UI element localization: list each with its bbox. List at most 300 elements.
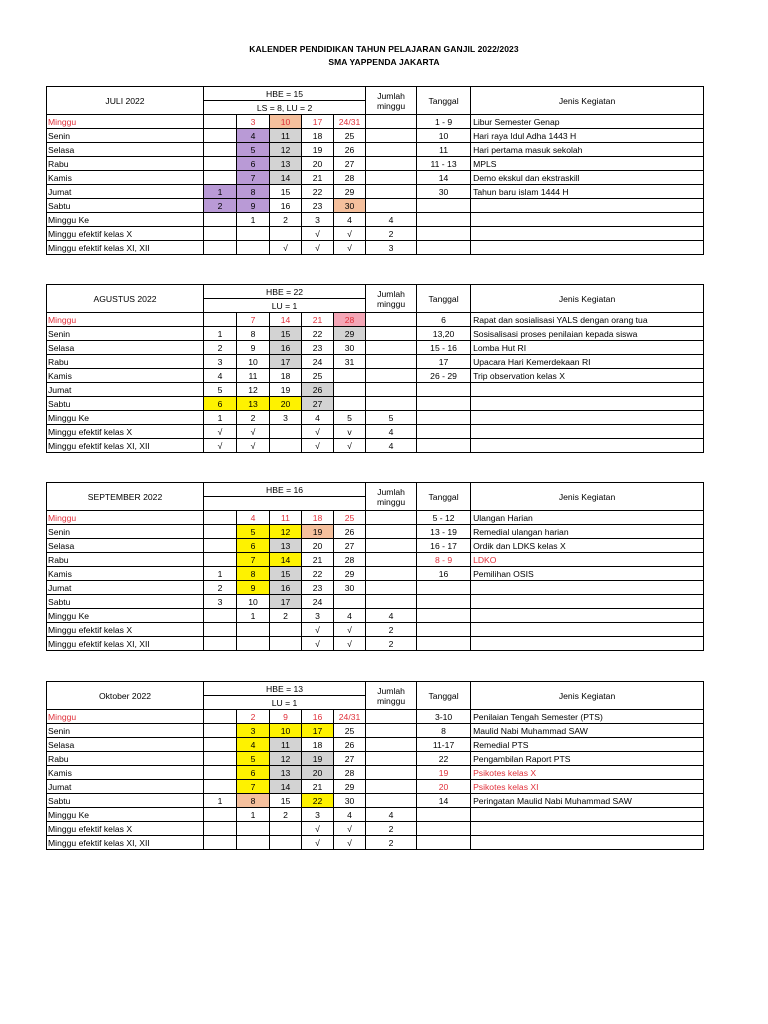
date-cell: 15 (270, 327, 302, 341)
jumlah-cell (366, 369, 417, 383)
month-table-1 (46, 284, 704, 453)
jumlah-minggu-value: 2 (366, 623, 417, 637)
day-name: Rabu (47, 157, 204, 171)
kegiatan-cell (471, 595, 704, 609)
date-cell: 21 (302, 553, 334, 567)
month-table-0 (46, 86, 704, 255)
month-name: AGUSTUS 2022 (47, 285, 204, 313)
kegiatan-cell (471, 199, 704, 213)
week-cell (270, 836, 302, 850)
week-cell (270, 439, 302, 453)
date-cell (204, 780, 237, 794)
week-cell: 3 (302, 609, 334, 623)
jumlah-cell (366, 525, 417, 539)
day-row (47, 738, 704, 752)
day-name: Minggu (47, 115, 204, 129)
day-name: Minggu (47, 511, 204, 525)
month-name: SEPTEMBER 2022 (47, 483, 204, 511)
date-cell: 28 (334, 553, 366, 567)
date-cell: 8 (237, 794, 270, 808)
week-cell: √ (270, 241, 302, 255)
week-cell: 3 (302, 213, 334, 227)
hbe-label: HBE = 13 (204, 682, 366, 696)
day-name: Selasa (47, 341, 204, 355)
day-row (47, 341, 704, 355)
jumlah-minggu-value: 2 (366, 227, 417, 241)
day-name: Kamis (47, 567, 204, 581)
jumlah-cell (366, 171, 417, 185)
date-cell: 17 (302, 724, 334, 738)
kegiatan-cell (471, 241, 704, 255)
date-cell: 5 (237, 752, 270, 766)
date-cell: 6 (237, 157, 270, 171)
date-cell: 18 (302, 738, 334, 752)
tanggal-cell (417, 227, 471, 241)
week-cell: 2 (270, 213, 302, 227)
date-cell: 13 (270, 766, 302, 780)
kegiatan-cell: Upacara Hari Kemerdekaan RI (471, 355, 704, 369)
date-cell: 9 (237, 199, 270, 213)
week-cell: √ (334, 822, 366, 836)
day-name: Minggu (47, 710, 204, 724)
day-name: Kamis (47, 171, 204, 185)
tanggal-cell (417, 836, 471, 850)
hbe-label: HBE = 16 (204, 483, 366, 497)
date-cell: 5 (237, 525, 270, 539)
week-cell: 2 (270, 808, 302, 822)
date-cell: 27 (334, 752, 366, 766)
kegiatan-cell (471, 609, 704, 623)
jumlah-minggu-value: 4 (366, 808, 417, 822)
week-cell: √ (302, 439, 334, 453)
tanggal-header: Tanggal (417, 483, 471, 511)
kegiatan-cell: Remedial PTS (471, 738, 704, 752)
week-cell (204, 227, 237, 241)
date-cell: 24 (302, 595, 334, 609)
libur-summary: LS = 8, LU = 2 (204, 101, 366, 115)
summary-row-minggu-ke (47, 808, 704, 822)
tanggal-cell (417, 623, 471, 637)
week-cell (204, 822, 237, 836)
day-name: Minggu (47, 313, 204, 327)
week-cell: √ (334, 836, 366, 850)
kegiatan-cell: Maulid Nabi Muhammad SAW (471, 724, 704, 738)
kegiatan-cell (471, 425, 704, 439)
week-cell: √ (302, 425, 334, 439)
tanggal-cell (417, 425, 471, 439)
libur-summary: LU = 1 (204, 696, 366, 710)
tanggal-cell (417, 609, 471, 623)
date-cell: 29 (334, 567, 366, 581)
tanggal-cell: 8 (417, 724, 471, 738)
day-row (47, 199, 704, 213)
libur-summary: LU = 1 (204, 299, 366, 313)
jumlah-cell (366, 710, 417, 724)
kegiatan-cell: Ulangan Harian (471, 511, 704, 525)
jumlah-minggu-value: 4 (366, 213, 417, 227)
date-cell: 4 (237, 738, 270, 752)
date-cell: 30 (334, 581, 366, 595)
day-row (47, 327, 704, 341)
kegiatan-cell: Ordik dan LDKS kelas X (471, 539, 704, 553)
date-cell: 2 (204, 341, 237, 355)
week-cell: √ (334, 227, 366, 241)
date-cell: 2 (237, 710, 270, 724)
jumlah-cell (366, 313, 417, 327)
date-cell: 3 (204, 595, 237, 609)
date-cell: 1 (204, 185, 237, 199)
week-cell: 3 (270, 411, 302, 425)
date-cell: 28 (334, 766, 366, 780)
day-row (47, 766, 704, 780)
date-cell: 16 (270, 581, 302, 595)
jumlah-cell (366, 794, 417, 808)
jumlah-minggu-value: 3 (366, 241, 417, 255)
date-cell: 11 (270, 511, 302, 525)
date-cell (204, 143, 237, 157)
week-cell: √ (237, 425, 270, 439)
week-cell (204, 623, 237, 637)
kegiatan-cell: Trip observation kelas X (471, 369, 704, 383)
date-cell: 23 (302, 199, 334, 213)
jumlah-cell (366, 553, 417, 567)
summary-label: Minggu Ke (47, 213, 204, 227)
hbe-label: HBE = 22 (204, 285, 366, 299)
day-name: Kamis (47, 369, 204, 383)
tanggal-cell (417, 213, 471, 227)
date-cell: 11 (270, 129, 302, 143)
tanggal-cell: 17 (417, 355, 471, 369)
date-cell: 13 (270, 157, 302, 171)
week-cell (237, 623, 270, 637)
tanggal-cell (417, 241, 471, 255)
summary-label: Minggu efektif kelas XI, XII (47, 439, 204, 453)
tanggal-cell: 8 - 9 (417, 553, 471, 567)
date-cell: 29 (334, 780, 366, 794)
week-cell: 4 (334, 808, 366, 822)
day-row (47, 129, 704, 143)
summary-label: Minggu Ke (47, 411, 204, 425)
date-cell: 26 (334, 143, 366, 157)
summary-label: Minggu efektif kelas XI, XII (47, 241, 204, 255)
date-cell: 8 (237, 327, 270, 341)
jumlah-cell (366, 129, 417, 143)
day-row (47, 710, 704, 724)
jumlah-cell (366, 780, 417, 794)
date-cell: 4 (204, 369, 237, 383)
date-cell (204, 752, 237, 766)
date-cell: 7 (237, 780, 270, 794)
date-cell: 18 (270, 369, 302, 383)
date-cell: 8 (237, 567, 270, 581)
date-cell (204, 539, 237, 553)
tanggal-cell: 10 (417, 129, 471, 143)
month-table-2 (46, 482, 704, 651)
jumlah-cell (366, 185, 417, 199)
jumlah-cell (366, 752, 417, 766)
day-name: Senin (47, 129, 204, 143)
jumlah-cell (366, 581, 417, 595)
summary-label: Minggu efektif kelas XI, XII (47, 637, 204, 651)
week-cell: √ (204, 439, 237, 453)
day-name: Selasa (47, 738, 204, 752)
tanggal-cell (417, 637, 471, 651)
kegiatan-cell: Hari raya Idul Adha 1443 H (471, 129, 704, 143)
day-row (47, 539, 704, 553)
week-cell: 2 (270, 609, 302, 623)
tanggal-cell: 14 (417, 171, 471, 185)
date-cell: 24/31 (334, 710, 366, 724)
date-cell: 25 (334, 511, 366, 525)
kegiatan-cell (471, 397, 704, 411)
date-cell: 28 (334, 171, 366, 185)
jumlah-cell (366, 383, 417, 397)
week-cell (204, 836, 237, 850)
date-cell: 29 (334, 185, 366, 199)
week-cell: √ (302, 836, 334, 850)
week-cell (204, 637, 237, 651)
day-row (47, 383, 704, 397)
date-cell: 27 (302, 397, 334, 411)
week-cell (270, 822, 302, 836)
day-name: Jumat (47, 780, 204, 794)
jumlah-minggu-value: 5 (366, 411, 417, 425)
week-cell (237, 836, 270, 850)
date-cell: 16 (270, 199, 302, 213)
kegiatan-cell (471, 227, 704, 241)
day-row (47, 171, 704, 185)
date-cell: 24/31 (334, 115, 366, 129)
jumlah-cell (366, 724, 417, 738)
week-cell: 3 (302, 808, 334, 822)
day-name: Rabu (47, 553, 204, 567)
hbe-label: HBE = 15 (204, 87, 366, 101)
kegiatan-cell: Hari pertama masuk sekolah (471, 143, 704, 157)
tanggal-cell: 13 - 19 (417, 525, 471, 539)
week-cell (237, 822, 270, 836)
tanggal-cell: 30 (417, 185, 471, 199)
week-cell (204, 609, 237, 623)
kegiatan-cell (471, 213, 704, 227)
jenis-kegiatan-header: Jenis Kegiatan (471, 285, 704, 313)
date-cell: 18 (302, 129, 334, 143)
date-cell: 19 (302, 525, 334, 539)
date-cell: 12 (270, 525, 302, 539)
day-row (47, 115, 704, 129)
date-cell: 8 (237, 185, 270, 199)
day-name: Kamis (47, 766, 204, 780)
date-cell: 12 (237, 383, 270, 397)
tanggal-header: Tanggal (417, 87, 471, 115)
kegiatan-cell: Tahun baru islam 1444 H (471, 185, 704, 199)
date-cell: 19 (302, 143, 334, 157)
jumlah-cell (366, 355, 417, 369)
tanggal-cell: 11 - 13 (417, 157, 471, 171)
summary-row-efektif-x (47, 425, 704, 439)
date-cell: 28 (334, 313, 366, 327)
date-cell: 14 (270, 553, 302, 567)
day-row (47, 185, 704, 199)
tanggal-cell: 15 - 16 (417, 341, 471, 355)
date-cell (204, 313, 237, 327)
week-cell: √ (334, 241, 366, 255)
jumlah-minggu-value: 2 (366, 822, 417, 836)
summary-row-efektif-xi (47, 241, 704, 255)
date-cell: 26 (334, 525, 366, 539)
day-row (47, 567, 704, 581)
summary-row-efektif-x (47, 822, 704, 836)
date-cell: 4 (237, 511, 270, 525)
day-row (47, 780, 704, 794)
date-cell: 20 (302, 157, 334, 171)
date-cell: 19 (302, 752, 334, 766)
kegiatan-cell: Libur Semester Genap (471, 115, 704, 129)
jenis-kegiatan-header: Jenis Kegiatan (471, 682, 704, 710)
jumlah-cell (366, 157, 417, 171)
tanggal-cell: 5 - 12 (417, 511, 471, 525)
kegiatan-cell: MPLS (471, 157, 704, 171)
date-cell: 25 (334, 724, 366, 738)
summary-row-efektif-x (47, 623, 704, 637)
date-cell: 30 (334, 341, 366, 355)
date-cell: 13 (237, 397, 270, 411)
date-cell: 11 (270, 738, 302, 752)
date-cell (334, 369, 366, 383)
day-row (47, 157, 704, 171)
summary-row-minggu-ke (47, 411, 704, 425)
kegiatan-cell: Rapat dan sosialisasi YALS dengan orang tua (471, 313, 704, 327)
date-cell: 7 (237, 171, 270, 185)
summary-label: Minggu efektif kelas X (47, 623, 204, 637)
day-name: Rabu (47, 752, 204, 766)
day-name: Sabtu (47, 397, 204, 411)
date-cell: 30 (334, 794, 366, 808)
tanggal-cell (417, 822, 471, 836)
date-cell: 5 (237, 143, 270, 157)
month-name: JULI 2022 (47, 87, 204, 115)
day-row (47, 595, 704, 609)
week-cell: 1 (204, 411, 237, 425)
day-name: Rabu (47, 355, 204, 369)
date-cell: 17 (302, 115, 334, 129)
date-cell: 23 (302, 581, 334, 595)
date-cell: 6 (237, 766, 270, 780)
date-cell: 6 (204, 397, 237, 411)
week-cell (270, 637, 302, 651)
date-cell: 9 (237, 341, 270, 355)
week-cell (270, 227, 302, 241)
summary-row-efektif-xi (47, 637, 704, 651)
jumlah-minggu-value: 2 (366, 637, 417, 651)
date-cell: 17 (270, 355, 302, 369)
summary-row-efektif-x (47, 227, 704, 241)
jumlah-cell (366, 327, 417, 341)
date-cell: 16 (270, 341, 302, 355)
tanggal-cell: 11 (417, 143, 471, 157)
day-row (47, 313, 704, 327)
kegiatan-cell: Remedial ulangan harian (471, 525, 704, 539)
date-cell: 22 (302, 794, 334, 808)
jumlah-cell (366, 511, 417, 525)
date-cell (204, 766, 237, 780)
date-cell: 15 (270, 567, 302, 581)
day-row (47, 724, 704, 738)
date-cell: 20 (270, 397, 302, 411)
kegiatan-cell: Pemilihan OSIS (471, 567, 704, 581)
tanggal-cell (417, 581, 471, 595)
jumlah-minggu-value: 4 (366, 609, 417, 623)
date-cell: 9 (270, 710, 302, 724)
week-cell: 1 (237, 213, 270, 227)
kegiatan-cell (471, 637, 704, 651)
kegiatan-cell: Psikotes kelas XI (471, 780, 704, 794)
day-name: Senin (47, 327, 204, 341)
date-cell (204, 129, 237, 143)
week-cell: √ (334, 637, 366, 651)
jumlah-minggu-header: Jumlah minggu (366, 87, 417, 115)
date-cell (334, 397, 366, 411)
week-cell (204, 241, 237, 255)
day-name: Jumat (47, 185, 204, 199)
week-cell: 1 (237, 808, 270, 822)
summary-label: Minggu Ke (47, 609, 204, 623)
date-cell: 16 (302, 710, 334, 724)
day-name: Selasa (47, 539, 204, 553)
jumlah-minggu-header: Jumlah minggu (366, 285, 417, 313)
week-cell: √ (302, 241, 334, 255)
date-cell: 3 (204, 355, 237, 369)
date-cell: 14 (270, 313, 302, 327)
document-title: KALENDER PENDIDIKAN TAHUN PELAJARAN GANJIL 2022/2023 (249, 44, 519, 54)
date-cell: 18 (302, 511, 334, 525)
tanggal-cell: 14 (417, 794, 471, 808)
day-name: Selasa (47, 143, 204, 157)
week-cell (204, 808, 237, 822)
week-cell (237, 637, 270, 651)
date-cell (334, 595, 366, 609)
date-cell: 26 (302, 383, 334, 397)
date-cell: 21 (302, 313, 334, 327)
kegiatan-cell (471, 411, 704, 425)
date-cell: 2 (204, 199, 237, 213)
day-row (47, 511, 704, 525)
tanggal-cell: 11-17 (417, 738, 471, 752)
date-cell: 15 (270, 794, 302, 808)
date-cell: 4 (237, 129, 270, 143)
date-cell: 1 (204, 327, 237, 341)
tanggal-cell (417, 397, 471, 411)
kegiatan-cell (471, 808, 704, 822)
week-cell: v (334, 425, 366, 439)
week-cell (270, 425, 302, 439)
tanggal-cell: 13,20 (417, 327, 471, 341)
day-row (47, 369, 704, 383)
tanggal-cell: 19 (417, 766, 471, 780)
date-cell: 22 (302, 567, 334, 581)
jumlah-minggu-value: 4 (366, 439, 417, 453)
kegiatan-cell: Lomba Hut RI (471, 341, 704, 355)
kegiatan-cell: Pengambilan Raport PTS (471, 752, 704, 766)
date-cell: 11 (237, 369, 270, 383)
date-cell (204, 738, 237, 752)
summary-label: Minggu efektif kelas X (47, 425, 204, 439)
week-cell: 4 (334, 213, 366, 227)
day-row (47, 397, 704, 411)
date-cell (204, 710, 237, 724)
kegiatan-cell (471, 836, 704, 850)
tanggal-cell (417, 199, 471, 213)
tanggal-cell: 16 - 17 (417, 539, 471, 553)
